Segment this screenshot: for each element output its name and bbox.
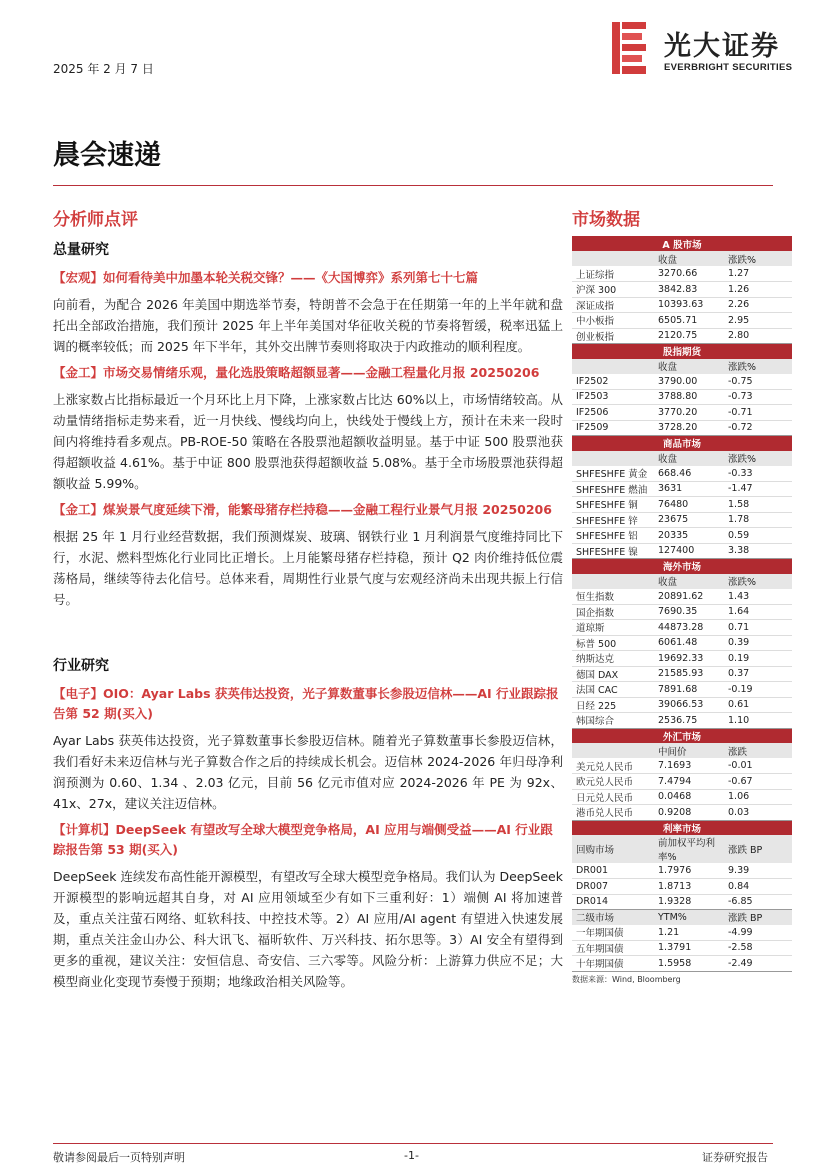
table-cell: 668.46 — [654, 466, 724, 482]
table-row — [572, 604, 792, 620]
table-cell: 20335 — [654, 528, 724, 544]
table-cell: SHFESHFE 铝 — [572, 528, 654, 544]
table-row — [572, 282, 792, 298]
table-cell: 1.7976 — [654, 863, 724, 879]
title-divider — [53, 185, 773, 186]
table-cell: 7.1693 — [654, 758, 724, 774]
table-cell: 19692.33 — [654, 651, 724, 667]
table-cell: 0.0468 — [654, 789, 724, 805]
table-header-cell: 中间价 — [654, 743, 724, 758]
table-row — [572, 713, 792, 729]
table-header-cell: 收盘 — [654, 451, 724, 466]
table-cell: 深证成指 — [572, 297, 654, 313]
section-gap — [53, 616, 563, 646]
table-cell: 3.38 — [724, 543, 792, 559]
footer-divider — [53, 1143, 773, 1144]
table-cell: -2.49 — [724, 956, 792, 972]
table-band-row — [572, 344, 792, 359]
market-data-table — [572, 236, 792, 972]
table-row — [572, 528, 792, 544]
table-header-cell: 前加权平均利率% — [654, 835, 724, 863]
table-cell: DR014 — [572, 894, 654, 910]
table-band-title: 利率市场 — [572, 820, 792, 835]
table-row — [572, 374, 792, 390]
table-cell: 日经 225 — [572, 697, 654, 713]
table-cell: SHFESHFE 铜 — [572, 497, 654, 513]
article-body: 向前看，为配合 2026 年美国中期选举节奏，特朗普不会急于在任期第一年的上半年就和盘托出全部政治措施，我们预计 2025 年上半年美国对华征收关税的节奏将暂缓，税率迅猛上调的概率较低；而 2025 年下半年，其外交出牌节奏则将取决于内政推动的顺利程度。 — [53, 297, 563, 354]
article-body: Ayar Labs 获英伟达投资，光子算数董事长参股迈信林。随着光子算数董事长参股迈信林，我们看好未来迈信林与光子算数合作之后的持续成长机会。迈信林 2024-2026 年归母净利润预测为 0.60、1.34 、2.03 亿元，目前 56 亿元市值对应 2024-2026 年 PE 为 92x、41x、27x，建议关注迈信林。 — [53, 733, 563, 811]
subsection-macro: 总量研究 — [53, 242, 109, 258]
article-title[interactable]: 【金工】市场交易情绪乐观，量化选股策略超额显著——金融工程量化月报 20250206 — [53, 365, 540, 380]
table-cell: 6061.48 — [654, 635, 724, 651]
table-cell: 6505.71 — [654, 313, 724, 329]
table-row — [572, 758, 792, 774]
logo-chinese-name: 光大证券 — [664, 31, 780, 62]
table-cell: 创业板指 — [572, 328, 654, 344]
table-header-cell: 收盘 — [654, 359, 724, 374]
table-cell: 上证综指 — [572, 266, 654, 282]
table-cell: 7690.35 — [654, 604, 724, 620]
table-cell: 39066.53 — [654, 697, 724, 713]
article-title[interactable]: 【电子】OIO：Ayar Labs 获英伟达投资，光子算数董事长参股迈信林——AI 行业跟踪报告第 52 期(买入) — [53, 686, 559, 721]
page-title: 晨会速递 — [53, 140, 161, 171]
table-band-row — [572, 820, 792, 835]
table-cell: 1.21 — [654, 925, 724, 941]
table-row — [572, 666, 792, 682]
table-header-cell: YTM% — [654, 910, 724, 925]
section-title-analyst: 分析师点评 — [53, 210, 138, 230]
table-band-row — [572, 728, 792, 743]
table-cell: -6.85 — [724, 894, 792, 910]
table-cell: 中小板指 — [572, 313, 654, 329]
table-row — [572, 466, 792, 482]
article-item — [53, 268, 563, 357]
table-header-row — [572, 451, 792, 466]
table-cell: 欧元兑人民币 — [572, 774, 654, 790]
table-cell: 0.84 — [724, 879, 792, 895]
table-header-cell — [572, 251, 654, 266]
table-row — [572, 481, 792, 497]
section-title-market: 市场数据 — [572, 210, 640, 230]
table-band-title: A 股市场 — [572, 236, 792, 251]
table-cell: 道琼斯 — [572, 620, 654, 636]
article-item — [53, 363, 563, 494]
table-cell: 国企指数 — [572, 604, 654, 620]
table-cell: 9.39 — [724, 863, 792, 879]
article-body: 根据 25 年 1 月行业经营数据，我们预测煤炭、玻璃、钢铁行业 1 月利润景气度维持同比下行，水泥、燃料型炼化行业同比正增长。上月能繁母猪存栏持稳，预计 Q2 肉价维持低位震荡格局，继续等待去化信号。总体来看，周期性行业景气度与宏观经济尚未出现共振上行信号。 — [53, 529, 563, 607]
table-cell: SHFESHFE 镍 — [572, 543, 654, 559]
table-cell: IF2502 — [572, 374, 654, 390]
article-item — [53, 684, 563, 814]
table-cell: IF2509 — [572, 420, 654, 436]
table-cell: 0.71 — [724, 620, 792, 636]
table-row — [572, 389, 792, 405]
table-header-cell — [572, 451, 654, 466]
table-header-cell: 涨跌 BP — [724, 835, 792, 863]
table-cell: 港币兑人民币 — [572, 805, 654, 821]
table-cell: 23675 — [654, 512, 724, 528]
article-item — [53, 820, 563, 992]
logo-mark-icon — [612, 22, 648, 74]
table-row — [572, 512, 792, 528]
table-cell: 127400 — [654, 543, 724, 559]
table-row — [572, 313, 792, 329]
table-cell: 2536.75 — [654, 713, 724, 729]
table-row — [572, 651, 792, 667]
table-cell: 1.58 — [724, 497, 792, 513]
table-row — [572, 328, 792, 344]
table-row — [572, 925, 792, 941]
table-cell: 3770.20 — [654, 405, 724, 421]
table-row — [572, 805, 792, 821]
table-cell: -0.73 — [724, 389, 792, 405]
table-cell: 3270.66 — [654, 266, 724, 282]
table-row — [572, 297, 792, 313]
table-row — [572, 405, 792, 421]
table-cell: 标普 500 — [572, 635, 654, 651]
table-row — [572, 420, 792, 436]
table-cell: 德国 DAX — [572, 666, 654, 682]
table-cell: 1.64 — [724, 604, 792, 620]
table-row — [572, 789, 792, 805]
table-cell: -0.67 — [724, 774, 792, 790]
table-cell: 1.78 — [724, 512, 792, 528]
table-cell: 3790.00 — [654, 374, 724, 390]
table-header-row — [572, 743, 792, 758]
table-cell: 20891.62 — [654, 589, 724, 605]
table-cell: 沪深 300 — [572, 282, 654, 298]
table-cell: SHFESHFE 燃油 — [572, 481, 654, 497]
table-header-cell: 涨跌% — [724, 451, 792, 466]
table-cell: 十年期国债 — [572, 956, 654, 972]
table-cell: 0.03 — [724, 805, 792, 821]
table-cell: 1.3791 — [654, 940, 724, 956]
market-data-panel — [572, 205, 792, 985]
table-header-cell: 涨跌% — [724, 359, 792, 374]
table-cell: 2120.75 — [654, 328, 724, 344]
table-cell: 五年期国债 — [572, 940, 654, 956]
table-cell: 纳斯达克 — [572, 651, 654, 667]
analyst-commentary — [53, 205, 563, 998]
table-cell: -2.58 — [724, 940, 792, 956]
footer-disclaimer[interactable]: 敬请参阅最后一页特别声明 — [53, 1151, 185, 1164]
footer-report-type: 证券研究报告 — [702, 1151, 768, 1164]
table-cell: 44873.28 — [654, 620, 724, 636]
table-row — [572, 682, 792, 698]
table-row — [572, 635, 792, 651]
table-cell: -1.47 — [724, 481, 792, 497]
table-band-title: 股指期货 — [572, 344, 792, 359]
table-cell: -0.75 — [724, 374, 792, 390]
table-band-row — [572, 436, 792, 451]
table-row — [572, 497, 792, 513]
page-number: -1- — [404, 1149, 419, 1162]
table-row — [572, 697, 792, 713]
table-cell: 韩国综合 — [572, 713, 654, 729]
table-cell: 10393.63 — [654, 297, 724, 313]
table-cell: 0.61 — [724, 697, 792, 713]
table-row — [572, 620, 792, 636]
table-cell: 2.95 — [724, 313, 792, 329]
article-body: DeepSeek 连续发布高性能开源模型，有望改写全球大模型竞争格局。我们认为 DeepSeek 开源模型的影响远超其自身，对 AI 应用领域至少有如下三重利好：1）端侧 AI 将加速普及，重点关注萤石网络、虹软科技、中控技术等。2）AI 应用/AI agent 有望进入快速发展期，重点关注金山办公、科大讯飞、福昕软件、万兴科技、拓尔思等。3）AI 安全有望得到更多的重视，建议关注：安恒信息、奇安信、三六零等。风险分析：上游算力供应不足；大模型商业化变现节奏慢于预期；地缘政治相关风险等。 — [53, 869, 563, 989]
company-logo — [612, 22, 802, 78]
table-header-cell: 涨跌% — [724, 574, 792, 589]
logo-english-name: EVERBRIGHT SECURITIES — [664, 62, 793, 73]
table-header-row — [572, 359, 792, 374]
table-band-title: 海外市场 — [572, 559, 792, 574]
table-cell: 一年期国债 — [572, 925, 654, 941]
table-cell: 1.06 — [724, 789, 792, 805]
table-cell: 1.43 — [724, 589, 792, 605]
table-header-cell: 回购市场 — [572, 835, 654, 863]
table-cell: 美元兑人民币 — [572, 758, 654, 774]
table-row — [572, 543, 792, 559]
article-title[interactable]: 【金工】煤炭景气度延续下滑，能繁母猪存栏持稳——金融工程行业景气月报 20250206 — [53, 502, 552, 517]
table-cell: SHFESHFE 锌 — [572, 512, 654, 528]
table-header-cell: 二级市场 — [572, 910, 654, 925]
table-cell: 21585.93 — [654, 666, 724, 682]
table-cell: 0.9208 — [654, 805, 724, 821]
table-cell: 3842.83 — [654, 282, 724, 298]
table-cell: 7891.68 — [654, 682, 724, 698]
table-cell: SHFESHFE 黄金 — [572, 466, 654, 482]
table-cell: -0.33 — [724, 466, 792, 482]
table-row — [572, 863, 792, 879]
table-cell: IF2506 — [572, 405, 654, 421]
table-cell: DR001 — [572, 863, 654, 879]
table-band-title: 外汇市场 — [572, 728, 792, 743]
table-cell: 1.27 — [724, 266, 792, 282]
table-header-cell: 收盘 — [654, 574, 724, 589]
table-row — [572, 589, 792, 605]
table-cell: 1.10 — [724, 713, 792, 729]
article-title[interactable]: 【计算机】DeepSeek 有望改写全球大模型竞争格局，AI 应用与端侧受益——AI 行业跟踪报告第 53 期(买入) — [53, 822, 553, 857]
table-cell: 0.37 — [724, 666, 792, 682]
table-cell: -0.19 — [724, 682, 792, 698]
table-cell: 0.39 — [724, 635, 792, 651]
table-header-cell — [572, 574, 654, 589]
table-cell: 法国 CAC — [572, 682, 654, 698]
table-cell: 1.8713 — [654, 879, 724, 895]
table-band-title: 商品市场 — [572, 436, 792, 451]
table-cell: -0.71 — [724, 405, 792, 421]
table-band-row — [572, 559, 792, 574]
table-cell: -4.99 — [724, 925, 792, 941]
table-header-row — [572, 251, 792, 266]
table-row — [572, 956, 792, 972]
article-item — [53, 500, 563, 610]
table-cell: 0.19 — [724, 651, 792, 667]
table-cell: 0.59 — [724, 528, 792, 544]
table-header-row — [572, 910, 792, 925]
table-band-row — [572, 236, 792, 251]
table-header-row — [572, 835, 792, 863]
table-cell: 1.9328 — [654, 894, 724, 910]
table-cell: 3788.80 — [654, 389, 724, 405]
table-cell: 1.5958 — [654, 956, 724, 972]
table-row — [572, 894, 792, 910]
article-title[interactable]: 【宏观】如何看待美中加墨本轮关税交锋？——《大国博弈》系列第七十七篇 — [53, 270, 479, 285]
table-header-cell: 收盘 — [654, 251, 724, 266]
table-cell: -0.01 — [724, 758, 792, 774]
table-cell: 1.26 — [724, 282, 792, 298]
table-header-cell: 涨跌 — [724, 743, 792, 758]
table-row — [572, 266, 792, 282]
report-date: 2025 年 2 月 7 日 — [53, 62, 154, 76]
subsection-industry: 行业研究 — [53, 658, 109, 674]
table-header-cell: 涨跌% — [724, 251, 792, 266]
article-body: 上涨家数占比指标最近一个月环比上月下降，上涨家数占比达 60%以上，市场情绪较高。从动量情绪指标走势来看，近一月快线、慢线均向上，快线处于慢线上方，预计在未来一段时间内将维持看多观点。PB-ROE-50 策略在各股票池超额收益明显。基于中证 500 股票池获得超额收益 4.61%。基于中证 800 股票池获得超额收益 5.08%。基于全市场股票池获得超额收益 5.99%。 — [53, 392, 563, 491]
data-source: 数据来源：Wind, Bloomberg — [572, 974, 681, 984]
table-header-row — [572, 574, 792, 589]
table-cell: 2.80 — [724, 328, 792, 344]
table-header-cell — [572, 743, 654, 758]
table-cell: 日元兑人民币 — [572, 789, 654, 805]
table-cell: 7.4794 — [654, 774, 724, 790]
table-header-cell — [572, 359, 654, 374]
table-cell: -0.72 — [724, 420, 792, 436]
table-row — [572, 774, 792, 790]
table-cell: 恒生指数 — [572, 589, 654, 605]
table-row — [572, 879, 792, 895]
table-cell: 2.26 — [724, 297, 792, 313]
table-cell: 3631 — [654, 481, 724, 497]
table-cell: 3728.20 — [654, 420, 724, 436]
table-row — [572, 940, 792, 956]
table-header-cell: 涨跌 BP — [724, 910, 792, 925]
table-cell: DR007 — [572, 879, 654, 895]
table-cell: IF2503 — [572, 389, 654, 405]
table-cell: 76480 — [654, 497, 724, 513]
